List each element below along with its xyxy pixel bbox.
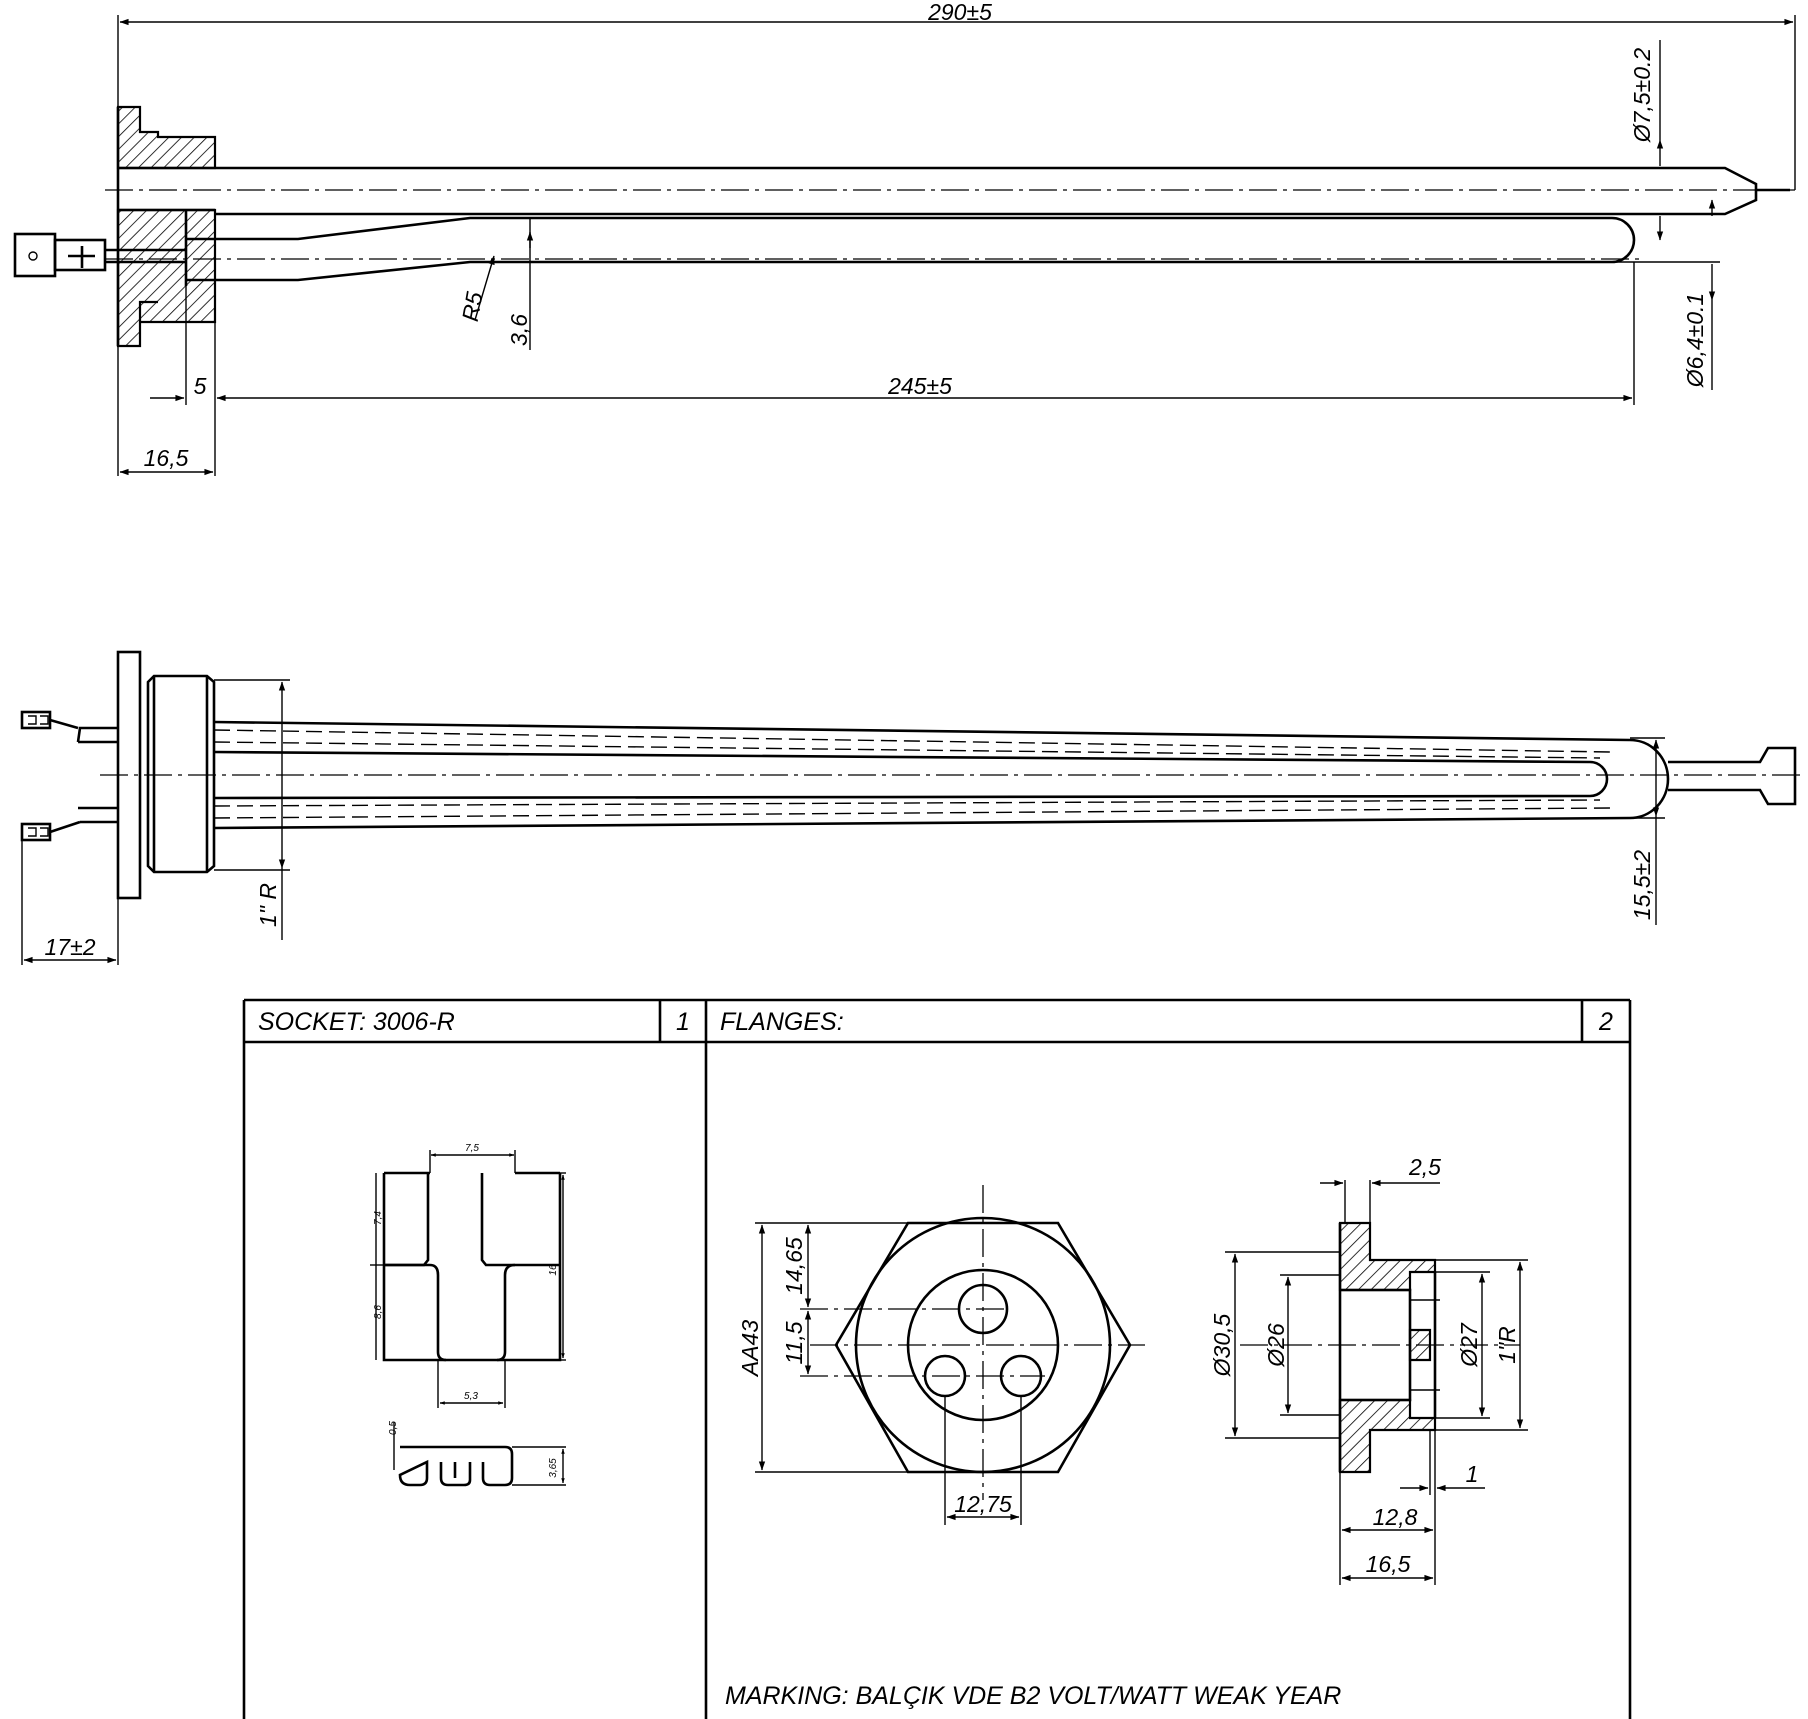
dim-b: 11,5 (781, 1321, 807, 1365)
top-view (15, 0, 1795, 476)
svg-text:5,3: 5,3 (464, 1391, 478, 1402)
dim-sheath-diameter: Ø7,5±0.2 (1629, 47, 1655, 143)
dim-total-length: 16,5 (1365, 1551, 1411, 1577)
lower-tube (186, 218, 1634, 280)
flange-upper-section (118, 107, 215, 168)
flanges-number: 2 (1599, 1008, 1613, 1036)
svg-text:8,6: 8,6 (373, 1305, 384, 1319)
svg-text:7,4: 7,4 (373, 1211, 384, 1225)
socket-detail (370, 1143, 566, 1485)
flange-lower-section (118, 210, 215, 346)
side-tip (1668, 748, 1795, 804)
side-flange-thread (148, 676, 214, 872)
dim-body-length: 12,8 (1372, 1504, 1418, 1530)
side-terminal-lower (22, 808, 118, 840)
flange-section-view (1209, 1154, 1528, 1585)
svg-text:3,65: 3,65 (548, 1458, 559, 1478)
dim-thread: 1" R (255, 883, 281, 927)
dim-tube-diameter: Ø6,4±0.1 (1682, 292, 1708, 388)
socket-title: SOCKET: 3006-R (258, 1008, 455, 1036)
flange-front-view (737, 1185, 1145, 1525)
svg-text:7,5: 7,5 (465, 1143, 479, 1154)
dim-bore: Ø26 (1263, 1323, 1289, 1367)
dim-offset: 3,6 (506, 314, 532, 346)
side-terminal-upper (22, 712, 118, 742)
dim-step: 1 (1465, 1461, 1479, 1487)
dim-thread-section: 1"R (1494, 1326, 1520, 1364)
flanges-title: FLANGES: (720, 1008, 844, 1036)
svg-text:0,5: 0,5 (388, 1421, 399, 1435)
dim-outer-diameter: Ø30,5 (1209, 1313, 1235, 1377)
dim-inner: Ø27 (1456, 1323, 1482, 1367)
dim-overall-length: 290±5 (928, 0, 992, 25)
svg-text:16: 16 (548, 1264, 559, 1276)
dim-hole-spacing: 12,75 (954, 1491, 1012, 1517)
dim-flange-length: 16,5 (143, 445, 189, 471)
marking-text: MARKING: BALÇIK VDE B2 VOLT/WATT WEAK YEAR (725, 1682, 1342, 1710)
upper-sheath (215, 168, 1756, 214)
dim-a: 14,65 (781, 1237, 807, 1295)
dim-terminal-length: 17±2 (44, 934, 96, 960)
dim-gap: 5 (193, 373, 207, 399)
dim-heated-length: 245±5 (888, 373, 952, 399)
dim-across-flats: AA43 (737, 1319, 763, 1377)
socket-number: 1 (676, 1008, 690, 1036)
side-view (22, 652, 1800, 965)
dim-bend-radius: R5 (456, 289, 488, 324)
dim-loop-width: 15,5±2 (1629, 849, 1655, 921)
dim-collar: 2,5 (1409, 1154, 1441, 1180)
